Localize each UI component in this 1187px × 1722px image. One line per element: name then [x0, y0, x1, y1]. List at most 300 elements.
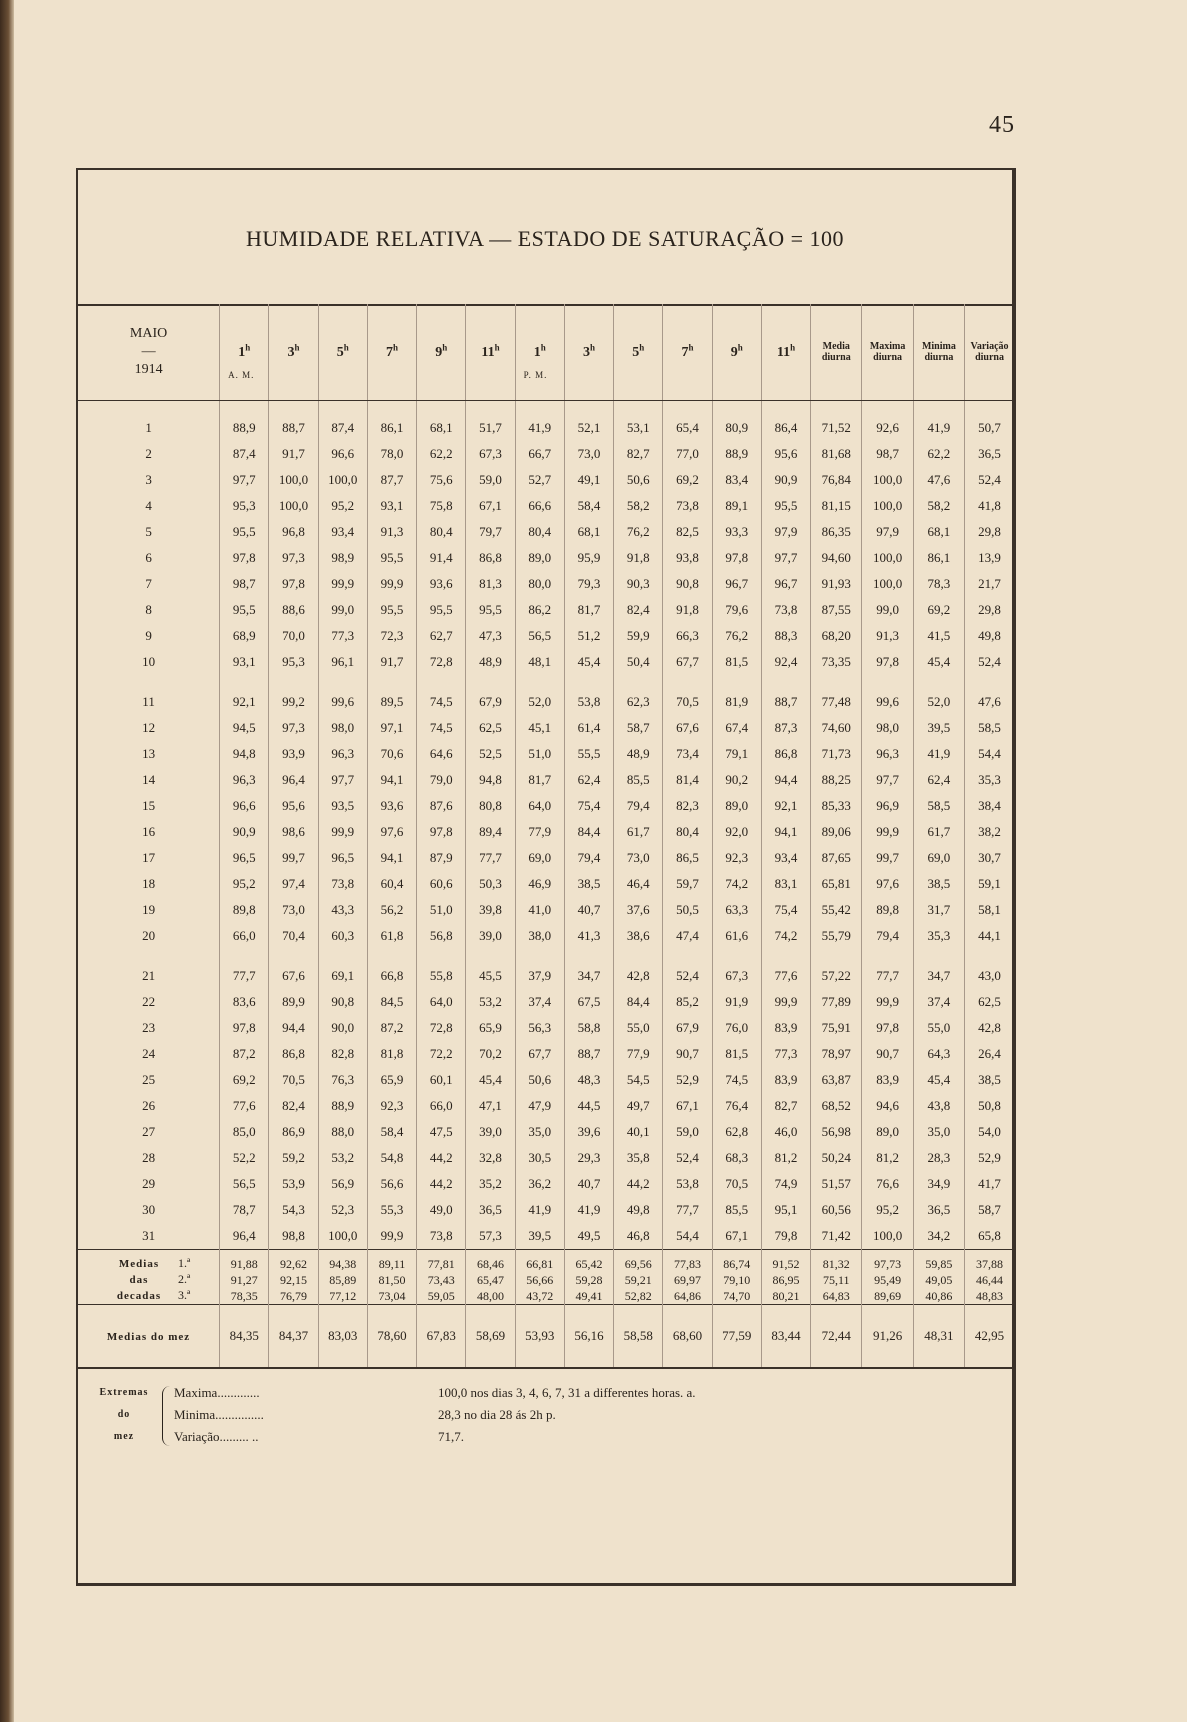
humidity-value: 77,9	[515, 819, 564, 845]
humidity-value: 48,9	[466, 649, 515, 675]
hour-suffix: h	[392, 342, 398, 353]
humidity-value: 92,1	[761, 793, 810, 819]
humidity-value: 99,2	[269, 675, 318, 715]
decade-label-cell	[78, 1288, 220, 1305]
decade-value: 64,86	[663, 1288, 712, 1305]
decade-value: 52,82	[614, 1288, 663, 1305]
humidity-value: 96,3	[862, 741, 913, 767]
humidity-value: 75,8	[417, 493, 466, 519]
table-row	[78, 1119, 1014, 1145]
hour-header	[367, 304, 416, 401]
humidity-value: 50,24	[811, 1145, 862, 1171]
humidity-value: 29,8	[965, 519, 1014, 545]
humidity-value: 81,8	[367, 1041, 416, 1067]
humidity-value: 90,9	[761, 467, 810, 493]
minima-value: 28,3 no dia 28 ás 2h p.	[438, 1407, 556, 1422]
humidity-value: 95,5	[761, 493, 810, 519]
humidity-value: 83,4	[712, 467, 761, 493]
humidity-value: 97,9	[862, 519, 913, 545]
humidity-value: 79,6	[712, 597, 761, 623]
humidity-value: 76,2	[614, 519, 663, 545]
hour-suffix: h	[245, 342, 251, 353]
humidity-value: 59,0	[466, 467, 515, 493]
humidity-value: 97,7	[761, 545, 810, 571]
summary-header	[913, 304, 964, 401]
hour-label	[435, 342, 448, 361]
humidity-value: 76,4	[712, 1093, 761, 1119]
humidity-value: 90,9	[220, 819, 269, 845]
day-number: 20	[142, 928, 156, 943]
humidity-value: 85,2	[663, 989, 712, 1015]
day-number: 19	[142, 902, 156, 917]
table-row	[78, 571, 1014, 597]
month-mean-value: 84,35	[220, 1305, 269, 1369]
hour-number: 11	[481, 345, 495, 361]
humidity-value: 52,2	[220, 1145, 269, 1171]
humidity-value: 49,0	[417, 1197, 466, 1223]
humidity-value: 95,2	[862, 1197, 913, 1223]
humidity-value: 38,4	[965, 793, 1014, 819]
month-mean-label: Medias do mez	[106, 1331, 191, 1343]
humidity-value: 56,5	[220, 1171, 269, 1197]
humidity-value: 70,2	[466, 1041, 515, 1067]
humidity-value: 59,9	[614, 623, 663, 649]
humidity-value: 44,2	[614, 1171, 663, 1197]
day-number: 17	[142, 850, 156, 865]
hour-header	[663, 304, 712, 401]
humidity-value: 88,3	[761, 623, 810, 649]
humidity-value: 99,0	[318, 597, 367, 623]
humidity-value: 60,1	[417, 1067, 466, 1093]
humidity-value: 86,4	[761, 401, 810, 442]
day-number: 5	[145, 524, 152, 539]
humidity-value: 62,4	[564, 767, 613, 793]
humidity-value: 95,5	[220, 597, 269, 623]
humidity-value: 55,42	[811, 897, 862, 923]
humidity-value: 88,25	[811, 767, 862, 793]
humidity-value: 65,81	[811, 871, 862, 897]
humidity-value: 54,4	[663, 1223, 712, 1250]
humidity-value: 72,8	[417, 1015, 466, 1041]
humidity-value: 92,1	[220, 675, 269, 715]
humidity-value: 79,4	[862, 923, 913, 949]
summary-label: Minima diurna	[921, 341, 956, 363]
humidity-value: 67,6	[269, 949, 318, 989]
day-number: 28	[142, 1150, 156, 1165]
humidity-value: 36,5	[466, 1197, 515, 1223]
humidity-value: 42,8	[614, 949, 663, 989]
humidity-value: 54,4	[965, 741, 1014, 767]
day-number: 9	[145, 628, 152, 643]
humidity-value: 98,0	[318, 715, 367, 741]
humidity-value: 83,6	[220, 989, 269, 1015]
humidity-value: 45,4	[913, 649, 964, 675]
humidity-value: 95,2	[220, 871, 269, 897]
humidity-value: 85,5	[712, 1197, 761, 1223]
humidity-value: 58,4	[564, 493, 613, 519]
humidity-value: 97,4	[269, 871, 318, 897]
humidity-value: 65,4	[663, 401, 712, 442]
hour-header	[466, 304, 515, 401]
humidity-value: 97,8	[417, 819, 466, 845]
humidity-value: 89,0	[712, 793, 761, 819]
decade-group-label: das	[129, 1274, 149, 1286]
humidity-value: 99,6	[318, 675, 367, 715]
decade-row	[78, 1250, 1014, 1273]
humidity-value: 35,0	[913, 1119, 964, 1145]
humidity-value: 90,2	[712, 767, 761, 793]
humidity-value: 58,4	[367, 1119, 416, 1145]
humidity-value: 64,0	[417, 989, 466, 1015]
humidity-value: 80,8	[466, 793, 515, 819]
humidity-value: 99,7	[269, 845, 318, 871]
humidity-value: 68,1	[417, 401, 466, 442]
humidity-value: 51,2	[564, 623, 613, 649]
humidity-value: 44,5	[564, 1093, 613, 1119]
humidity-value: 64,6	[417, 741, 466, 767]
humidity-value: 79,4	[564, 845, 613, 871]
humidity-value: 87,2	[367, 1015, 416, 1041]
humidity-value: 47,3	[466, 623, 515, 649]
decade-value: 91,27	[220, 1272, 269, 1288]
humidity-value: 80,4	[515, 519, 564, 545]
humidity-value: 66,0	[220, 923, 269, 949]
extremes-label-line: mez	[113, 1431, 135, 1442]
humidity-value: 68,3	[712, 1145, 761, 1171]
month-mean-value: 84,37	[269, 1305, 318, 1369]
humidity-value: 41,9	[564, 1197, 613, 1223]
humidity-value: 85,0	[220, 1119, 269, 1145]
humidity-value: 84,4	[614, 989, 663, 1015]
humidity-value: 94,4	[269, 1015, 318, 1041]
humidity-value: 100,0	[862, 493, 913, 519]
decade-value: 59,05	[417, 1288, 466, 1305]
humidity-value: 65,8	[965, 1223, 1014, 1250]
summary-header	[862, 304, 913, 401]
humidity-value: 74,5	[712, 1067, 761, 1093]
humidity-value: 89,06	[811, 819, 862, 845]
humidity-value: 70,0	[269, 623, 318, 649]
humidity-value: 91,4	[417, 545, 466, 571]
humidity-value: 98,8	[269, 1223, 318, 1250]
humidity-value: 77,89	[811, 989, 862, 1015]
humidity-value: 94,4	[761, 767, 810, 793]
day-number: 24	[142, 1046, 156, 1061]
hour-header	[761, 304, 810, 401]
humidity-value: 97,8	[220, 1015, 269, 1041]
table-row	[78, 1015, 1014, 1041]
decade-value: 43,72	[515, 1288, 564, 1305]
humidity-value: 40,7	[564, 1171, 613, 1197]
hour-label	[336, 342, 349, 361]
decade-name: 1.ª	[178, 1256, 191, 1270]
humidity-value: 53,8	[663, 1171, 712, 1197]
humidity-value: 100,0	[269, 493, 318, 519]
decade-value: 69,56	[614, 1250, 663, 1273]
humidity-value: 50,7	[965, 401, 1014, 442]
humidity-value: 83,1	[761, 871, 810, 897]
humidity-value: 59,7	[663, 871, 712, 897]
humidity-value: 86,8	[761, 741, 810, 767]
humidity-value: 73,0	[269, 897, 318, 923]
humidity-value: 95,3	[269, 649, 318, 675]
humidity-value: 43,8	[913, 1093, 964, 1119]
humidity-value: 96,4	[269, 767, 318, 793]
hour-header	[318, 304, 367, 401]
humidity-value: 76,6	[862, 1171, 913, 1197]
humidity-value: 82,4	[269, 1093, 318, 1119]
month-mean-label-cell	[78, 1305, 220, 1369]
decade-value: 73,04	[367, 1288, 416, 1305]
pm-marker: P. M.	[523, 370, 548, 380]
decade-value: 56,66	[515, 1272, 564, 1288]
humidity-value: 77,6	[220, 1093, 269, 1119]
humidity-value: 92,3	[367, 1093, 416, 1119]
summary-header	[811, 304, 862, 401]
humidity-value: 62,7	[417, 623, 466, 649]
humidity-value: 28,3	[913, 1145, 964, 1171]
humidity-value: 95,5	[367, 597, 416, 623]
decade-value: 80,21	[761, 1288, 810, 1305]
hour-number: 11	[776, 345, 791, 361]
humidity-value: 93,6	[367, 793, 416, 819]
decade-value: 86,95	[761, 1272, 810, 1288]
summary-label: Maxima diurna	[869, 341, 906, 363]
humidity-value: 91,3	[367, 519, 416, 545]
extremes-maxima-row	[174, 1382, 696, 1404]
humidity-value: 50,6	[515, 1067, 564, 1093]
humidity-value: 99,9	[862, 989, 913, 1015]
humidity-value: 41,7	[965, 1171, 1014, 1197]
humidity-value: 59,0	[663, 1119, 712, 1145]
humidity-value: 73,4	[663, 741, 712, 767]
humidity-value: 53,8	[564, 675, 613, 715]
humidity-value: 50,5	[663, 897, 712, 923]
humidity-value: 89,4	[466, 819, 515, 845]
decade-value: 40,86	[913, 1288, 964, 1305]
humidity-value: 95,1	[761, 1197, 810, 1223]
humidity-value: 97,9	[761, 519, 810, 545]
humidity-value: 67,3	[466, 441, 515, 467]
humidity-value: 51,0	[417, 897, 466, 923]
decade-value: 48,83	[965, 1288, 1014, 1305]
humidity-value: 99,9	[318, 571, 367, 597]
humidity-value: 47,6	[965, 675, 1014, 715]
table-row	[78, 1197, 1014, 1223]
humidity-value: 69,2	[913, 597, 964, 623]
day-number: 14	[142, 772, 156, 787]
month-mean-value: 83,44	[761, 1305, 810, 1369]
humidity-value: 97,8	[269, 571, 318, 597]
table-row	[78, 467, 1014, 493]
humidity-value: 85,33	[811, 793, 862, 819]
humidity-value: 56,6	[367, 1171, 416, 1197]
table-row	[78, 493, 1014, 519]
humidity-value: 56,8	[417, 923, 466, 949]
humidity-value: 100,0	[862, 467, 913, 493]
month-mean-value: 58,58	[614, 1305, 663, 1369]
humidity-value: 90,8	[663, 571, 712, 597]
table-row	[78, 897, 1014, 923]
humidity-value: 93,4	[318, 519, 367, 545]
humidity-value: 81,68	[811, 441, 862, 467]
day-number: 21	[142, 968, 156, 983]
humidity-value: 96,4	[220, 1223, 269, 1250]
humidity-value: 86,8	[269, 1041, 318, 1067]
humidity-value: 52,9	[965, 1145, 1014, 1171]
humidity-value: 58,1	[965, 897, 1014, 923]
hour-label	[776, 342, 796, 361]
humidity-value: 47,6	[913, 467, 964, 493]
decade-value: 48,00	[466, 1288, 515, 1305]
humidity-value: 80,4	[417, 519, 466, 545]
humidity-value: 56,3	[515, 1015, 564, 1041]
humidity-value: 69,0	[913, 845, 964, 871]
humidity-value: 26,4	[965, 1041, 1014, 1067]
humidity-value: 93,1	[367, 493, 416, 519]
humidity-value: 92,3	[712, 845, 761, 871]
humidity-value: 88,7	[564, 1041, 613, 1067]
humidity-value: 46,4	[614, 871, 663, 897]
humidity-value: 94,8	[220, 741, 269, 767]
decade-value: 68,46	[466, 1250, 515, 1273]
humidity-value: 88,7	[269, 401, 318, 442]
header-row	[78, 304, 1014, 401]
month-header	[78, 304, 220, 401]
humidity-value: 35,3	[965, 767, 1014, 793]
humidity-value: 87,6	[417, 793, 466, 819]
humidity-value: 88,9	[712, 441, 761, 467]
humidity-value: 52,4	[965, 467, 1014, 493]
hour-label	[287, 342, 300, 361]
humidity-value: 46,0	[761, 1119, 810, 1145]
hour-suffix: h	[737, 342, 743, 353]
decade-value: 76,79	[269, 1288, 318, 1305]
humidity-value: 86,35	[811, 519, 862, 545]
hour-header	[564, 304, 613, 401]
humidity-value: 77,7	[862, 949, 913, 989]
humidity-value: 60,4	[367, 871, 416, 897]
hour-label	[481, 342, 500, 361]
humidity-value: 44,2	[417, 1171, 466, 1197]
humidity-value: 87,7	[367, 467, 416, 493]
humidity-value: 98,7	[862, 441, 913, 467]
hour-suffix: h	[442, 342, 448, 353]
humidity-value: 66,7	[515, 441, 564, 467]
humidity-value: 100,0	[318, 1223, 367, 1250]
table-row	[78, 1145, 1014, 1171]
humidity-value: 36,5	[913, 1197, 964, 1223]
table-row	[78, 845, 1014, 871]
day-number: 4	[145, 498, 152, 513]
humidity-value: 29,8	[965, 597, 1014, 623]
humidity-value: 93,9	[269, 741, 318, 767]
decade-value: 94,38	[318, 1250, 367, 1273]
humidity-value: 39,5	[515, 1223, 564, 1250]
humidity-value: 91,7	[269, 441, 318, 467]
humidity-value: 37,4	[515, 989, 564, 1015]
humidity-value: 76,2	[712, 623, 761, 649]
extremes-label-line: Extremas	[99, 1387, 149, 1398]
day-number: 7	[145, 576, 152, 591]
humidity-value: 67,1	[712, 1223, 761, 1250]
humidity-value: 99,6	[862, 675, 913, 715]
humidity-value: 78,97	[811, 1041, 862, 1067]
decade-value: 92,62	[269, 1250, 318, 1273]
humidity-value: 94,1	[367, 845, 416, 871]
humidity-value: 93,6	[417, 571, 466, 597]
hour-number: 9	[435, 345, 443, 361]
humidity-value: 71,73	[811, 741, 862, 767]
humidity-value: 86,5	[663, 845, 712, 871]
humidity-value: 69,2	[663, 467, 712, 493]
humidity-value: 37,4	[913, 989, 964, 1015]
humidity-value: 42,8	[965, 1015, 1014, 1041]
humidity-value: 66,8	[367, 949, 416, 989]
humidity-value: 95,6	[269, 793, 318, 819]
day-number: 1	[145, 420, 152, 435]
humidity-value: 91,93	[811, 571, 862, 597]
humidity-value: 51,0	[515, 741, 564, 767]
hour-suffix: h	[639, 342, 645, 353]
humidity-value: 48,9	[614, 741, 663, 767]
table-row	[78, 649, 1014, 675]
humidity-value: 97,3	[269, 545, 318, 571]
humidity-value: 73,8	[318, 871, 367, 897]
day-number: 30	[142, 1202, 156, 1217]
table-row	[78, 1171, 1014, 1197]
humidity-value: 97,8	[862, 649, 913, 675]
humidity-value: 99,9	[862, 819, 913, 845]
humidity-value: 99,0	[862, 597, 913, 623]
humidity-value: 36,5	[965, 441, 1014, 467]
humidity-value: 66,6	[515, 493, 564, 519]
humidity-value: 52,3	[318, 1197, 367, 1223]
page-number: 45	[989, 112, 1015, 138]
hour-suffix: h	[494, 342, 500, 353]
humidity-value: 95,5	[367, 545, 416, 571]
humidity-value: 95,3	[220, 493, 269, 519]
humidity-value: 45,5	[466, 949, 515, 989]
humidity-value: 58,5	[913, 793, 964, 819]
humidity-value: 62,5	[466, 715, 515, 741]
humidity-value: 93,8	[663, 545, 712, 571]
humidity-value: 54,5	[614, 1067, 663, 1093]
humidity-value: 37,9	[515, 949, 564, 989]
month-label: MAIO	[129, 326, 168, 341]
humidity-value: 39,8	[466, 897, 515, 923]
humidity-value: 55,5	[564, 741, 613, 767]
month-mean-value: 48,31	[913, 1305, 964, 1369]
hour-header	[220, 304, 269, 401]
humidity-value: 90,8	[318, 989, 367, 1015]
humidity-value: 79,1	[712, 741, 761, 767]
decade-group-label: decadas	[116, 1290, 162, 1302]
table-row	[78, 949, 1014, 989]
humidity-value: 29,3	[564, 1145, 613, 1171]
day-number: 2	[145, 446, 152, 461]
humidity-value: 30,5	[515, 1145, 564, 1171]
hour-suffix: h	[343, 342, 349, 353]
humidity-value: 72,3	[367, 623, 416, 649]
decade-value: 85,89	[318, 1272, 367, 1288]
humidity-value: 86,1	[913, 545, 964, 571]
table-row	[78, 715, 1014, 741]
humidity-value: 54,0	[965, 1119, 1014, 1145]
humidity-value: 85,5	[614, 767, 663, 793]
hour-number: 3	[287, 345, 295, 361]
humidity-value: 37,6	[614, 897, 663, 923]
